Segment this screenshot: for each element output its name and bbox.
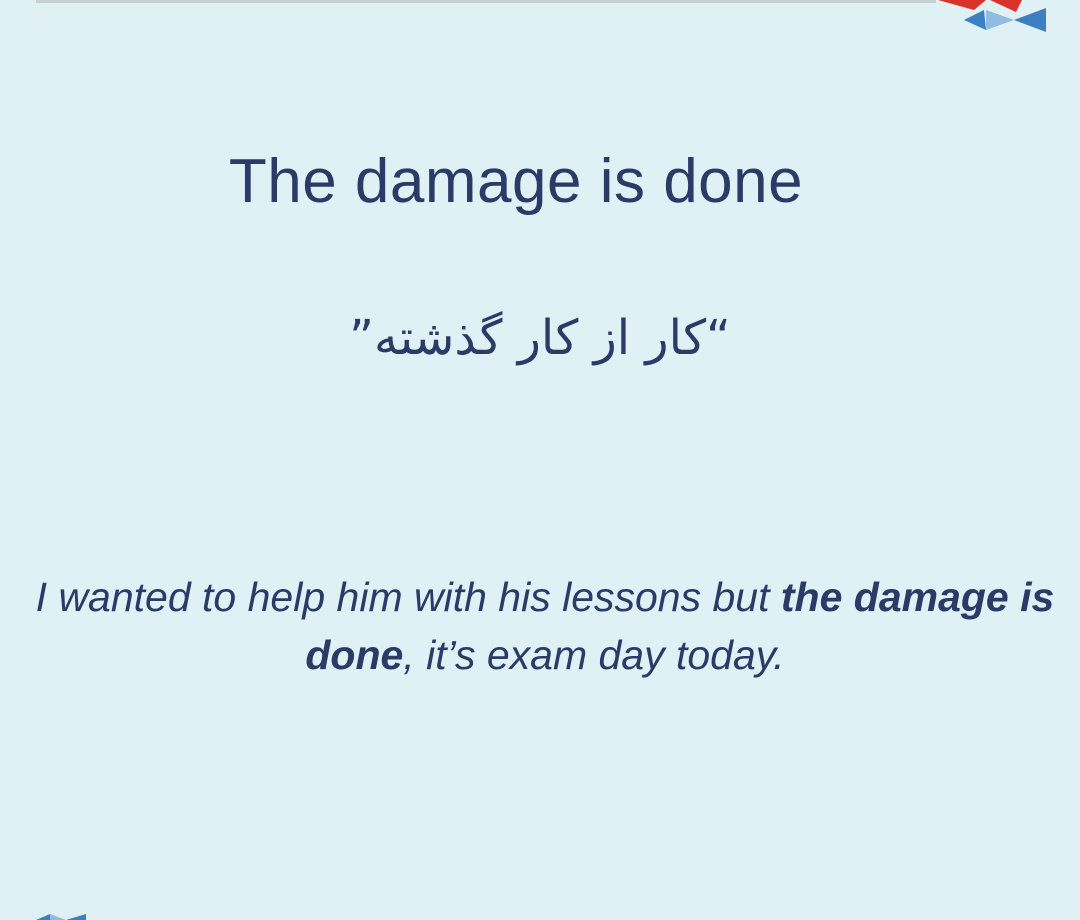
persian-translation: ”کار از کار گذشته“: [349, 310, 731, 366]
logo-blue-shape: [66, 914, 86, 920]
logo-blue-shape: [1014, 8, 1046, 32]
brand-logo-icon: [930, 0, 1050, 34]
phrase-title: The damage is done: [228, 147, 804, 216]
logo-red-shape: [938, 0, 986, 10]
example-text-after: , it’s exam day today.: [403, 632, 785, 678]
top-divider: [36, 0, 936, 3]
example-sentence: [0, 568, 1080, 684]
example-highlight: the damage is done: [305, 574, 1055, 678]
bottom-logo-icon: [36, 912, 96, 920]
logo-light-blue-shape: [986, 10, 1014, 30]
logo-blue-shape: [36, 914, 50, 920]
example-text-before: I wanted to help him with his lessons but: [35, 574, 781, 620]
logo-red-shape: [990, 0, 1022, 12]
logo-blue-shape: [964, 10, 986, 30]
logo-light-blue-shape: [50, 914, 66, 920]
